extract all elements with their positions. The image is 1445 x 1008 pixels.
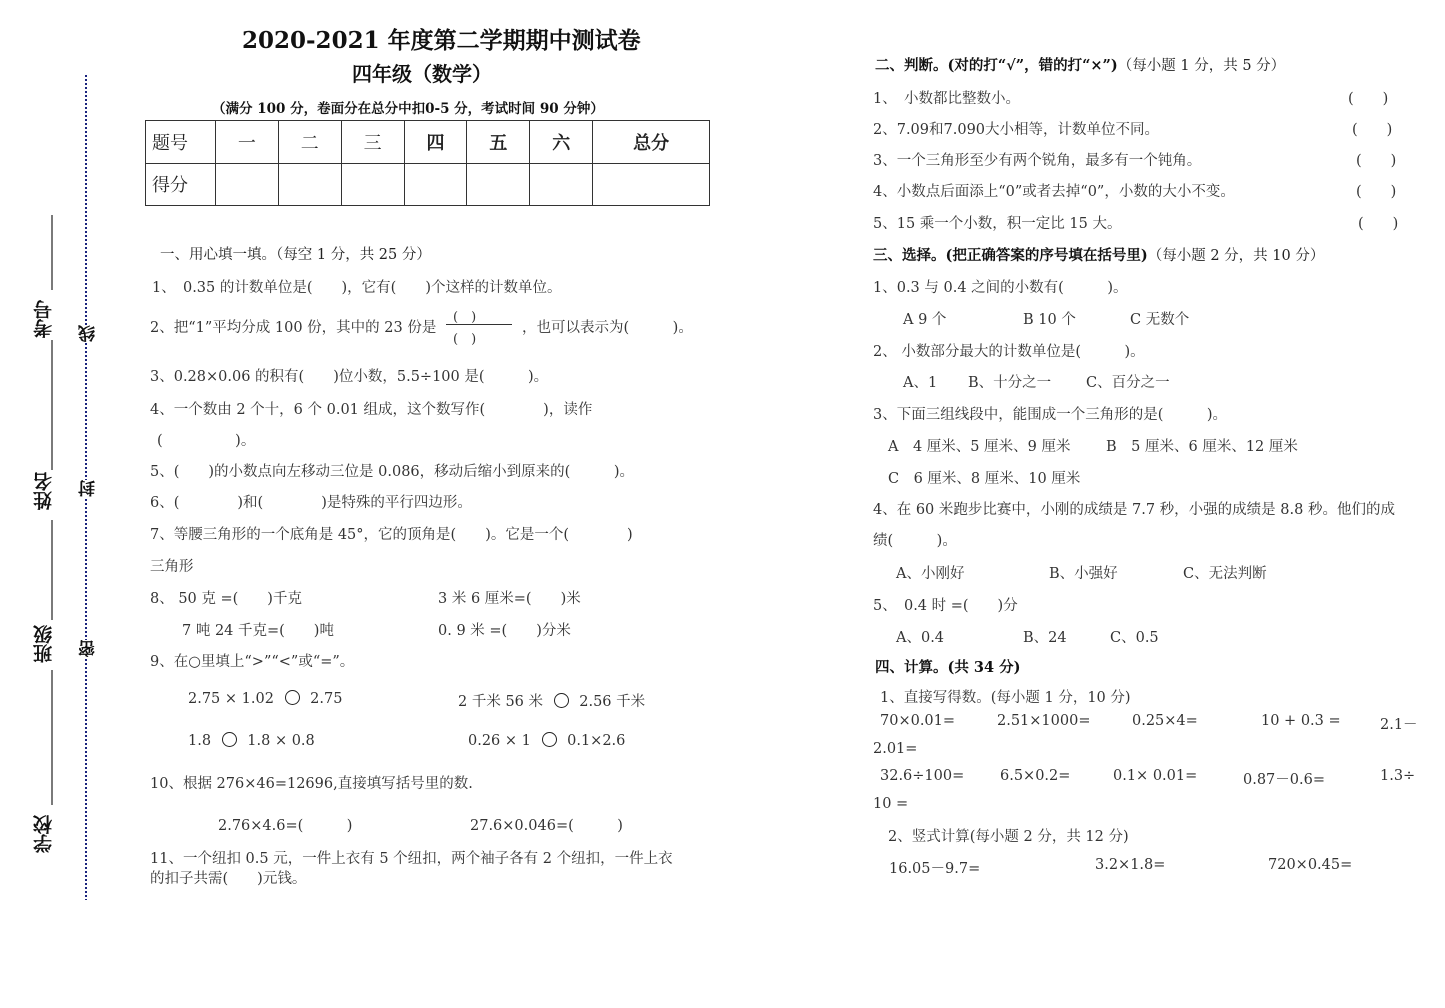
question-1: 1、 0.35 的计数单位是( )，它有( )个这样的计数单位。 bbox=[152, 280, 562, 296]
side-label-class: 班级 bbox=[33, 625, 55, 663]
question-4-part-a: 4、一个数由 2 个十，6 个 0.01 组成，这个数写作( )，读作 bbox=[150, 402, 593, 418]
calc-item: 0.25×4= bbox=[1132, 713, 1198, 729]
score-blank[interactable] bbox=[341, 163, 404, 206]
question-7-part-b: 三角形 bbox=[150, 559, 194, 575]
choice-option: C、无法判断 bbox=[1183, 566, 1267, 582]
question-10: 10、根据 276×46=12696,直接填写括号里的数. bbox=[150, 776, 473, 792]
calc-2-title: 2、竖式计算(每小题 2 分，共 12 分) bbox=[888, 829, 1129, 845]
score-cell: 六 bbox=[530, 121, 593, 164]
question-3: 3、0.28×0.06 的积有( )位小数，5.5÷100 是( )。 bbox=[150, 369, 549, 385]
choice-4-part-a: 4、在 60 米跑步比赛中，小刚的成绩是 7.7 秒，小强的成绩是 8.8 秒。他们的成 bbox=[873, 502, 1395, 518]
compare-3 bbox=[188, 732, 315, 749]
compare-circle[interactable] bbox=[542, 732, 557, 747]
judge-1-answer[interactable]: ( ) bbox=[1348, 91, 1389, 107]
judge-2-answer[interactable]: ( ) bbox=[1352, 122, 1393, 138]
judge-3-answer[interactable]: ( ) bbox=[1356, 153, 1397, 169]
section-2-title: 二、判断。(对的打“√”，错的打“×”) bbox=[875, 57, 1118, 74]
question-10b: 27.6×0.046=( ) bbox=[470, 818, 623, 834]
calc-item: 0.87－0.6= bbox=[1243, 772, 1325, 788]
score-table bbox=[145, 120, 710, 206]
choice-option: A、小刚好 bbox=[896, 566, 965, 582]
question-6: 6、( )和( )是特殊的平行四边形。 bbox=[150, 495, 472, 511]
compare-circle[interactable] bbox=[554, 693, 569, 708]
calc-1-title: 1、直接写得数。(每小题 1 分，10 分) bbox=[880, 690, 1131, 706]
fraction-bar bbox=[446, 323, 512, 326]
question-7-part-a: 7、等腰三角形的一个底角是 45°，它的顶角是( )。它是一个( ) bbox=[150, 527, 633, 543]
compare-1 bbox=[188, 690, 342, 707]
judge-4: 4、小数点后面添上“0”或者去掉“0”，小数的大小不变。 bbox=[873, 184, 1235, 200]
compare-2 bbox=[458, 690, 645, 711]
score-cell: 五 bbox=[467, 121, 530, 164]
calc-item: 3.2×1.8= bbox=[1095, 857, 1166, 873]
judge-2: 2、7.09和7.090大小相等，计数单位不同。 bbox=[873, 122, 1160, 138]
score-blank[interactable] bbox=[278, 163, 341, 206]
question-11-part-a: 11、一个纽扣 0.5 元，一件上衣有 5 个纽扣，两个袖子各有 2 个纽扣，一件上衣 bbox=[150, 851, 673, 867]
score-blank[interactable] bbox=[216, 163, 279, 206]
exam-note: （满分 100 分，卷面分在总分中扣0-5 分，考试时间 90 分钟） bbox=[212, 101, 604, 117]
question-10a: 2.76×4.6=( ) bbox=[218, 818, 353, 834]
choice-option: B、小强好 bbox=[1049, 566, 1118, 582]
choice-3: 3、下面三组线段中，能围成一个三角形的是( )。 bbox=[873, 407, 1228, 423]
compare-right: 2.75 bbox=[310, 691, 343, 707]
choice-option: C 6 厘米、8 厘米、10 厘米 bbox=[888, 471, 1081, 487]
choice-option: B、十分之一 bbox=[968, 375, 1052, 391]
question-8d: 0. 9 米 =( )分米 bbox=[438, 623, 571, 639]
question-8a: 8、 50 克 =( )千克 bbox=[150, 591, 302, 607]
side-mark-close: 封 bbox=[76, 480, 101, 497]
side-mark-seal: 密 bbox=[76, 640, 101, 657]
score-table-score-row bbox=[146, 163, 710, 206]
choice-option: B、24 bbox=[1023, 630, 1067, 646]
score-blank[interactable] bbox=[467, 163, 530, 206]
side-mark-line: 线 bbox=[76, 325, 101, 342]
calc-item: 6.5×0.2= bbox=[1000, 768, 1071, 784]
judge-4-answer[interactable]: ( ) bbox=[1356, 184, 1397, 200]
choice-option: A、1 bbox=[903, 375, 938, 391]
calc-item: 10 + 0.3 = bbox=[1261, 713, 1341, 729]
choice-option: A、0.4 bbox=[896, 630, 945, 646]
calc-item: 16.05－9.7= bbox=[889, 861, 981, 877]
calc-item-wrap: 2.01= bbox=[873, 741, 918, 757]
side-label-exam-number: 考号 bbox=[33, 300, 55, 338]
compare-left: 2.75 × 1.02 bbox=[188, 691, 274, 707]
choice-option: A 4 厘米、5 厘米、9 厘米 bbox=[888, 439, 1071, 455]
choice-5: 5、 0.4 时 =( )分 bbox=[873, 598, 1018, 614]
choice-option: C、百分之一 bbox=[1086, 375, 1170, 391]
compare-circle[interactable] bbox=[285, 690, 300, 705]
choice-1: 1、0.3 与 0.4 之间的小数有( )。 bbox=[873, 280, 1128, 296]
compare-right: 2.56 千米 bbox=[579, 694, 646, 710]
calc-item: 2.51×1000= bbox=[997, 713, 1091, 729]
compare-circle[interactable] bbox=[222, 732, 237, 747]
compare-4 bbox=[468, 732, 625, 749]
question-4-part-b: ( )。 bbox=[157, 433, 256, 449]
choice-2: 2、 小数部分最大的计数单位是( )。 bbox=[873, 344, 1145, 360]
section-3-heading bbox=[873, 244, 1324, 265]
exam-title: 2020-2021 年度第二学期期中测试卷 bbox=[242, 27, 641, 54]
calc-item: 32.6÷100= bbox=[880, 768, 965, 784]
score-cell: 总分 bbox=[593, 121, 710, 164]
binding-margin bbox=[0, 0, 120, 1008]
choice-option: A 9 个 bbox=[903, 312, 947, 328]
fraction-numerator: ( ) bbox=[453, 310, 477, 325]
choice-option: B 10 个 bbox=[1023, 312, 1076, 328]
question-2-part-a: 2、把“1”平均分成 100 份，其中的 23 份是 bbox=[150, 320, 437, 336]
calc-item: 1.3÷ bbox=[1380, 768, 1416, 784]
section-1-heading: 一、用心填一填。（每空 1 分，共 25 分） bbox=[160, 247, 431, 263]
question-8b: 3 米 6 厘米=( )米 bbox=[438, 591, 581, 607]
calc-item: 2.1－ bbox=[1380, 717, 1418, 733]
judge-5-answer[interactable]: ( ) bbox=[1358, 216, 1399, 232]
calc-item: 70×0.01= bbox=[880, 713, 956, 729]
question-11-part-b: 的扣子共需( )元钱。 bbox=[150, 871, 307, 887]
section-2-points: （每小题 1 分，共 5 分） bbox=[1117, 58, 1286, 74]
calc-item: 720×0.45= bbox=[1268, 857, 1353, 873]
choice-option: C、0.5 bbox=[1110, 630, 1159, 646]
question-5: 5、( )的小数点向左移动三位是 0.086，移动后缩小到原来的( )。 bbox=[150, 464, 634, 480]
score-blank[interactable] bbox=[404, 163, 467, 206]
score-blank[interactable] bbox=[593, 163, 710, 206]
choice-option: C 无数个 bbox=[1130, 312, 1190, 328]
compare-left: 0.26 × 1 bbox=[468, 733, 531, 749]
side-label-school: 学校 bbox=[33, 815, 55, 853]
score-cell: 得分 bbox=[146, 163, 216, 206]
compare-right: 0.1×2.6 bbox=[567, 733, 626, 749]
score-table-header-row bbox=[146, 121, 710, 164]
score-cell: 题号 bbox=[146, 121, 216, 164]
section-3-points: （每小题 2 分，共 10 分） bbox=[1147, 248, 1325, 264]
question-9: 9、在○里填上“>”“<”或“=”。 bbox=[150, 654, 355, 670]
grade-subtitle: 四年级（数学） bbox=[352, 62, 492, 86]
calc-item-wrap: 10 = bbox=[873, 796, 909, 812]
score-cell: 一 bbox=[216, 121, 279, 164]
section-4-heading: 四、计算。(共 34 分) bbox=[875, 659, 1021, 676]
section-2-heading bbox=[875, 54, 1285, 75]
score-cell: 二 bbox=[278, 121, 341, 164]
side-label-name: 姓名 bbox=[33, 472, 55, 510]
compare-left: 2 千米 56 米 bbox=[458, 694, 544, 710]
judge-5: 5、15 乘一个小数，积一定比 15 大。 bbox=[873, 216, 1122, 232]
compare-right: 1.8 × 0.8 bbox=[247, 733, 315, 749]
compare-left: 1.8 bbox=[188, 733, 212, 749]
calc-item: 0.1× 0.01= bbox=[1113, 768, 1198, 784]
judge-1: 1、 小数都比整数小。 bbox=[873, 91, 1020, 107]
fraction-denominator: ( ) bbox=[453, 332, 477, 347]
question-8c: 7 吨 24 千克=( )吨 bbox=[182, 623, 334, 639]
judge-3: 3、一个三角形至少有两个锐角，最多有一个钝角。 bbox=[873, 153, 1202, 169]
choice-option: B 5 厘米、6 厘米、12 厘米 bbox=[1106, 439, 1298, 455]
score-blank[interactable] bbox=[530, 163, 593, 206]
score-cell: 三 bbox=[341, 121, 404, 164]
choice-4-part-b: 绩( )。 bbox=[873, 533, 957, 549]
score-cell: 四 bbox=[404, 121, 467, 164]
question-2-part-b: ，也可以表示为( )。 bbox=[522, 320, 693, 336]
section-3-title: 三、选择。(把正确答案的序号填在括号里) bbox=[873, 247, 1148, 264]
